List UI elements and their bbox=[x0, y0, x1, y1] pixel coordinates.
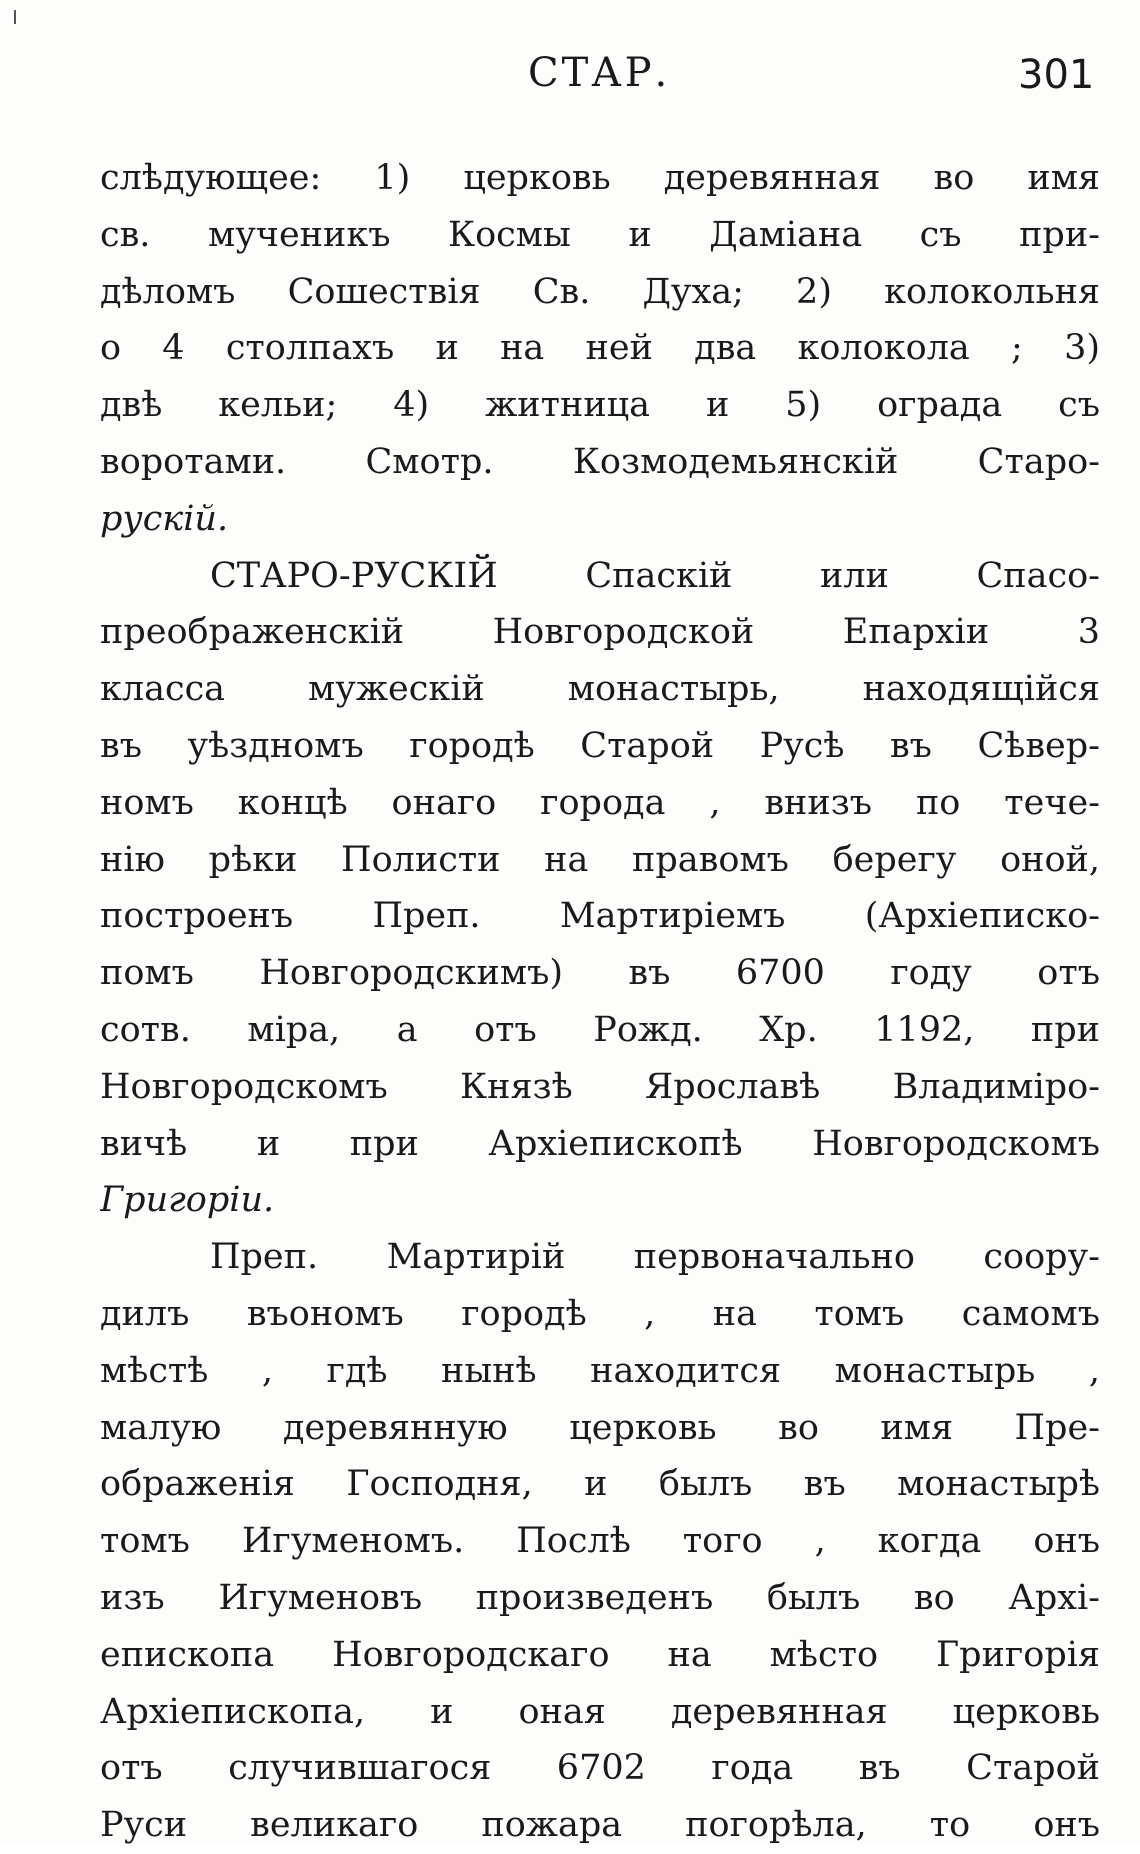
text-line: епископа Новгородскаго на мѣсто Григорія bbox=[100, 1634, 1100, 1675]
text-line: изъ Игуменовъ произведенъ былъ во Архі- bbox=[100, 1577, 1100, 1618]
text-line: о 4 столпахъ и на ней два колокола ; 3) bbox=[100, 328, 1100, 369]
text-line: слѣдующее: 1) церковь деревянная во имя bbox=[100, 158, 1100, 198]
text-line: дѣломъ Сошествія Св. Духа; 2) колокольня bbox=[100, 271, 1100, 312]
text-line: мѣстѣ , гдѣ нынѣ находится монастырь , bbox=[100, 1350, 1100, 1391]
text-line: вичѣ и при Архіепископѣ Новгородскомъ bbox=[100, 1123, 1100, 1164]
text-line: отъ случившагося 6702 года въ Старой bbox=[100, 1748, 1100, 1789]
text-line: воротами. Смотр. Козмодемьянскій Старо- bbox=[100, 441, 1100, 482]
text-line: св. мученикъ Космы и Даміана съ при- bbox=[100, 214, 1100, 255]
text-line: малую деревянную церковь во имя Пре- bbox=[100, 1407, 1100, 1448]
text-line: томъ Игуменомъ. Послѣ того , когда онъ bbox=[100, 1521, 1100, 1562]
text-line: рускій. bbox=[100, 498, 229, 539]
body-text bbox=[100, 150, 1100, 1854]
text-line: преображенскій Новгородской Епархіи 3 bbox=[100, 612, 1100, 653]
text-line: помъ Новгородскимъ) въ 6700 году отъ bbox=[100, 953, 1100, 994]
text-line: ображенія Господня, и былъ въ монастырѣ bbox=[100, 1464, 1100, 1505]
text-line: номъ концѣ онаго города , внизъ по тече- bbox=[100, 782, 1100, 823]
text-line: въ уѣздномъ городѣ Старой Русѣ въ Сѣвер- bbox=[100, 725, 1100, 766]
text-line: сотв. міра, а отъ Рожд. Хр. 1192, при bbox=[100, 1009, 1100, 1050]
text-line: Преп. Мартирій первоначально соору- bbox=[210, 1237, 1100, 1278]
margin-mark bbox=[14, 10, 16, 24]
text-line: построенъ Преп. Мартиріемъ (Архіеписко- bbox=[100, 896, 1100, 937]
text-line: класса мужескій монастырь, находящійся bbox=[100, 669, 1100, 710]
entry-heading-line: СТАРО-РУСКІЙ Спаскій или Спасо- bbox=[210, 555, 1100, 596]
text-line: Григоріи. bbox=[100, 1180, 275, 1221]
text-line: нію рѣки Полисти на правомъ берегу оной, bbox=[100, 839, 1100, 880]
text-line: двѣ кельи; 4) житница и 5) ограда съ bbox=[100, 385, 1100, 426]
page-number: 301 bbox=[1018, 52, 1095, 98]
running-header: СТАР. bbox=[528, 50, 671, 96]
text-line: Руси великаго пожара погорѣла, то онъ bbox=[100, 1805, 1100, 1846]
text-line: Архіепископа, и оная деревянная церковь bbox=[100, 1691, 1100, 1732]
text-line: Новгородскомъ Князѣ Ярославѣ Владиміро- bbox=[100, 1066, 1100, 1107]
text-line: дилъ въономъ городѣ , на томъ самомъ bbox=[100, 1293, 1100, 1334]
